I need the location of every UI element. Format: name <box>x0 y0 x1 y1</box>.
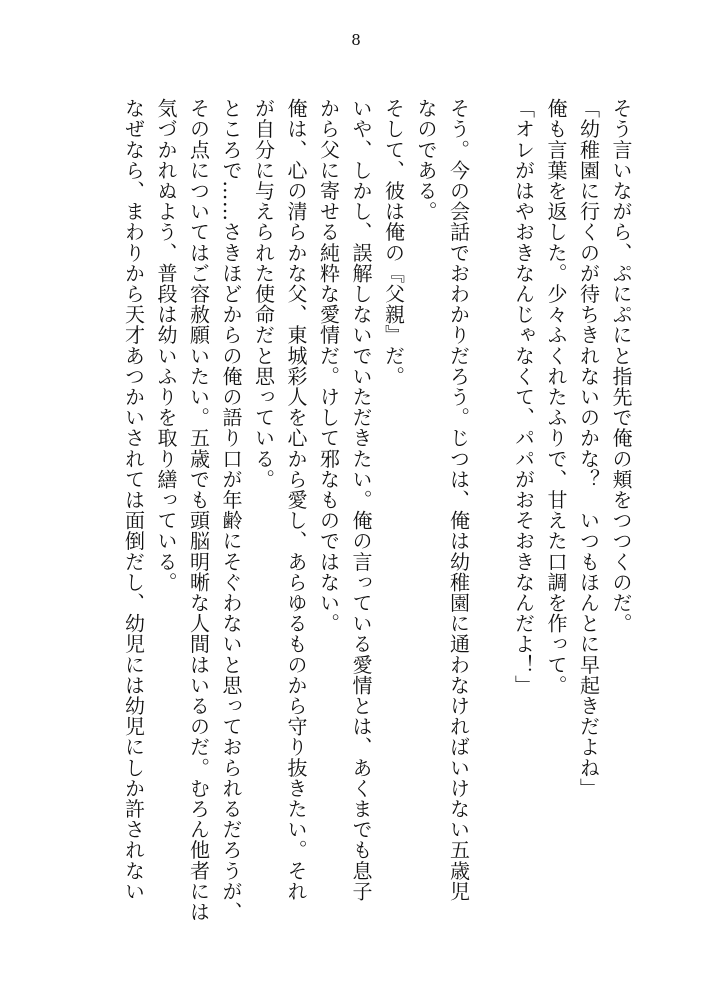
text-line: なぜなら、まわりから天才あつかいされては面倒だし、幼児には幼児にしか許されない <box>121 98 146 902</box>
text-line: 俺も言葉を返した。少々ふくれたふりで、甘えた口調を作って。 <box>544 98 568 696</box>
text-line: ところで……さきほどからの俺の語り口が年齢にそぐわないと思っておられるだろうが、 <box>219 98 243 922</box>
text-line: から父に寄せる純粋な愛情だ。けして邪なものではない。 <box>316 98 341 634</box>
text-line: なのである。 <box>414 98 438 222</box>
text-line: そう言いながら、ぷにぷにと指先で俺の頬をつつくのだ。 <box>609 98 633 634</box>
text-line: その点についてはご容赦願いたい。五歳でも頭脳明晰な人間はいるのだ。むろん他者には <box>186 98 211 922</box>
blank-line <box>475 98 508 928</box>
text-line: 「オレがはやおきなんじゃなくて、パパがおそおきなんだよ！」 <box>511 98 536 696</box>
text-line: いや、しかし、誤解しないでいただきたい。俺の言っている愛情とは、あくまでも息子 <box>349 98 373 902</box>
text-line: が自分に与えられた使命だと思っている。 <box>251 98 276 490</box>
text-line: そう。今の会話でおわかりだろう。じつは、俺は幼稚園に通わなければいけない五歳児 <box>446 98 471 902</box>
text-line: そして、彼は俺の『父親』だ。 <box>381 98 406 387</box>
text-line: 俺は、心の清らかな父、東城彩人を心から愛し、あらゆるものから守り抜きたい。それ <box>284 98 308 902</box>
page-number: 8 <box>351 31 361 49</box>
body-text <box>117 98 637 928</box>
text-line: 気づかれぬよう、普段は幼いふりを取り繕っている。 <box>154 98 178 593</box>
text-line: 「幼稚園に行くのが待ちきれないのかな？ いつもほんとに早起きだよね」 <box>576 98 601 799</box>
